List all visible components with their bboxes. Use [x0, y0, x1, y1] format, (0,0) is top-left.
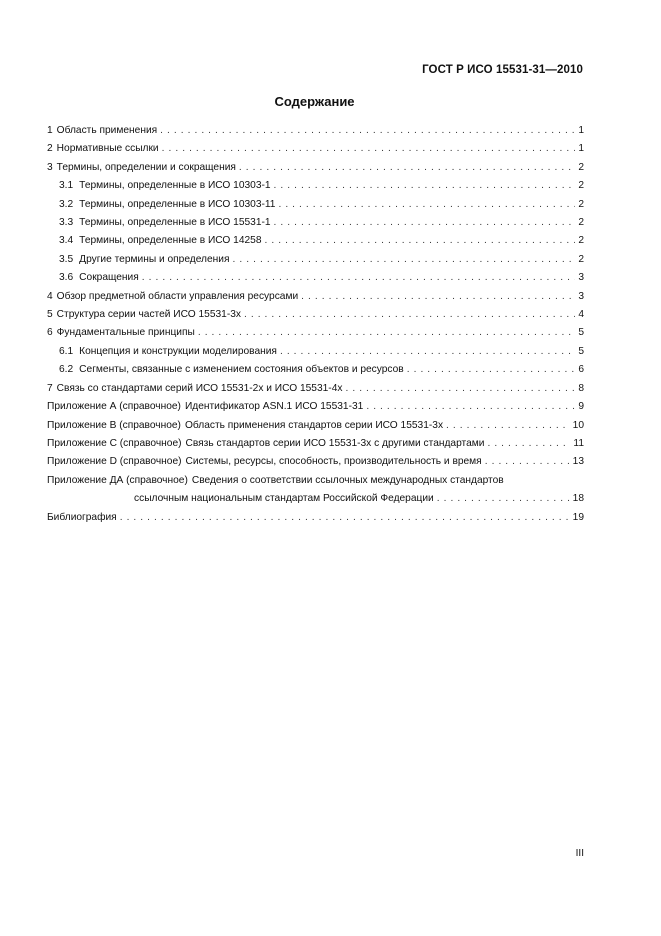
- toc-page: 3: [578, 290, 584, 302]
- toc-text: Библиография: [47, 511, 117, 523]
- toc-number: 3.3: [59, 217, 74, 229]
- toc-text: Концепция и конструкции моделирования: [79, 345, 277, 357]
- dot-leader: [345, 380, 575, 398]
- toc-page: 3: [578, 272, 584, 284]
- toc-text: Нормативные ссылки: [56, 143, 159, 155]
- dot-leader: [120, 509, 570, 527]
- toc-appendix-label: Приложение С (справочное): [47, 437, 182, 449]
- toc-page: 13: [572, 456, 584, 468]
- toc-appendix-label: Приложение D (справочное): [47, 456, 182, 468]
- toc-page: 2: [578, 235, 584, 247]
- toc-subentry[interactable]: [47, 232, 584, 250]
- toc-number: 3.6: [59, 272, 74, 284]
- toc-number: 3.2: [59, 198, 74, 210]
- toc-text: Сегменты, связанные с изменением состояния объектов и ресурсов: [79, 364, 404, 376]
- toc-page: 1: [578, 125, 584, 136]
- toc-text: Термины, определении и сокращения: [56, 161, 236, 173]
- toc-page: 18: [572, 493, 584, 505]
- toc-appendix-a[interactable]: [47, 398, 584, 416]
- toc-subentry[interactable]: [47, 214, 584, 232]
- toc-text: Область применения стандартов серии ИСО 15531-3х: [184, 419, 444, 431]
- dot-leader: [280, 343, 575, 361]
- toc-text: Область применения: [56, 125, 158, 136]
- toc-page: 5: [578, 345, 584, 357]
- toc-appendix-label: Приложение ДА (справочное): [47, 474, 188, 486]
- toc-page: 19: [572, 511, 584, 523]
- dot-leader: [160, 122, 575, 140]
- toc-subentry[interactable]: [47, 343, 584, 361]
- toc-number: 4: [47, 290, 53, 302]
- dot-leader: [446, 417, 570, 435]
- toc-page: 2: [578, 198, 584, 210]
- toc-number: 3.1: [59, 180, 74, 192]
- toc-subentry[interactable]: [47, 196, 584, 214]
- toc-subentry[interactable]: [47, 177, 584, 195]
- toc-number: 7: [47, 382, 53, 394]
- toc-entry[interactable]: [47, 159, 584, 177]
- toc-text: Структура серии частей ИСО 15531-3х: [56, 309, 241, 321]
- page-title: Содержание: [274, 94, 355, 109]
- document-header: ГОСТ Р ИСО 15531-31—2010: [422, 64, 583, 76]
- toc-number: 3.4: [59, 235, 74, 247]
- toc-page: 4: [578, 309, 584, 321]
- toc-page: 1: [578, 143, 584, 155]
- dot-leader: [244, 306, 575, 324]
- dot-leader: [264, 232, 575, 250]
- toc-number: 3: [47, 161, 53, 173]
- toc-text: Термины, определенные в ИСО 10303-11: [79, 198, 276, 210]
- toc-text: Другие термины и определения: [79, 253, 230, 265]
- toc-text-continued: ссылочным национальным стандартам Российской Федерации: [134, 493, 434, 505]
- toc-page: 2: [578, 180, 584, 192]
- dot-leader: [485, 453, 570, 471]
- dot-leader: [437, 490, 570, 508]
- toc-page: 6: [578, 364, 584, 376]
- toc-page: 5: [578, 327, 584, 339]
- toc-entry[interactable]: [47, 380, 584, 398]
- toc-text: Связь со стандартами серий ИСО 15531-2х и ИСО 15531-4х: [56, 382, 343, 394]
- toc-entry[interactable]: [47, 324, 584, 342]
- dot-leader: [162, 140, 576, 158]
- toc-number: 2: [47, 143, 53, 155]
- toc-text: Фундаментальные принципы: [56, 327, 195, 339]
- toc-appendix-d[interactable]: [47, 453, 584, 471]
- toc-text: Системы, ресурсы, способность, производительность и время: [185, 456, 482, 468]
- toc-page: 2: [578, 253, 584, 265]
- toc-text: Идентификатор ASN.1 ИСО 15531-31: [184, 401, 364, 413]
- page-number: III: [575, 848, 584, 859]
- table-of-contents: [47, 122, 584, 527]
- toc-text: Термины, определенные в ИСО 10303-1: [79, 180, 271, 192]
- toc-text: Сокращения: [79, 272, 139, 284]
- toc-text: Термины, определенные в ИСО 14258: [79, 235, 262, 247]
- toc-appendix-b[interactable]: [47, 417, 584, 435]
- toc-bibliography[interactable]: [47, 509, 584, 527]
- toc-number: 3.5: [59, 253, 74, 265]
- toc-appendix-label: Приложение А (справочное): [47, 401, 181, 413]
- dot-leader: [278, 196, 575, 214]
- dot-leader: [239, 159, 575, 177]
- toc-appendix-label: Приложение В (справочное): [47, 419, 181, 431]
- toc-entry[interactable]: [47, 140, 584, 158]
- dot-leader: [301, 288, 575, 306]
- dot-leader: [274, 177, 576, 195]
- toc-text: Термины, определенные в ИСО 15531-1: [79, 217, 271, 229]
- toc-subentry[interactable]: [47, 361, 584, 379]
- dot-leader: [233, 251, 576, 269]
- toc-number: 5: [47, 309, 53, 321]
- toc-text: Связь стандартов серии ИСО 15531-3х с другими стандартами: [185, 437, 485, 449]
- toc-page: 10: [572, 419, 584, 431]
- toc-number: 6.2: [59, 364, 74, 376]
- toc-appendix-c[interactable]: [47, 435, 584, 453]
- toc-number: 1: [47, 125, 53, 136]
- dot-leader: [407, 361, 576, 379]
- toc-page: 8: [578, 382, 584, 394]
- dot-leader: [274, 214, 576, 232]
- toc-page: 2: [578, 217, 584, 229]
- toc-text: Сведения о соответствии ссылочных международных стандартов: [191, 474, 504, 486]
- dot-leader: [142, 269, 576, 287]
- toc-number: 6: [47, 327, 53, 339]
- dot-leader: [366, 398, 575, 416]
- toc-page: 2: [578, 161, 584, 173]
- toc-entry[interactable]: [47, 122, 584, 140]
- dot-leader: [198, 324, 576, 342]
- toc-appendix-da[interactable]: [47, 472, 584, 509]
- toc-page: 11: [573, 437, 584, 449]
- toc-subentry[interactable]: [47, 269, 584, 287]
- toc-entry[interactable]: [47, 306, 584, 324]
- dot-leader: [487, 435, 570, 453]
- toc-subentry[interactable]: [47, 251, 584, 269]
- toc-entry[interactable]: [47, 288, 584, 306]
- toc-number: 6.1: [59, 345, 74, 357]
- toc-page: 9: [578, 401, 584, 413]
- toc-text: Обзор предметной области управления ресурсами: [56, 290, 299, 302]
